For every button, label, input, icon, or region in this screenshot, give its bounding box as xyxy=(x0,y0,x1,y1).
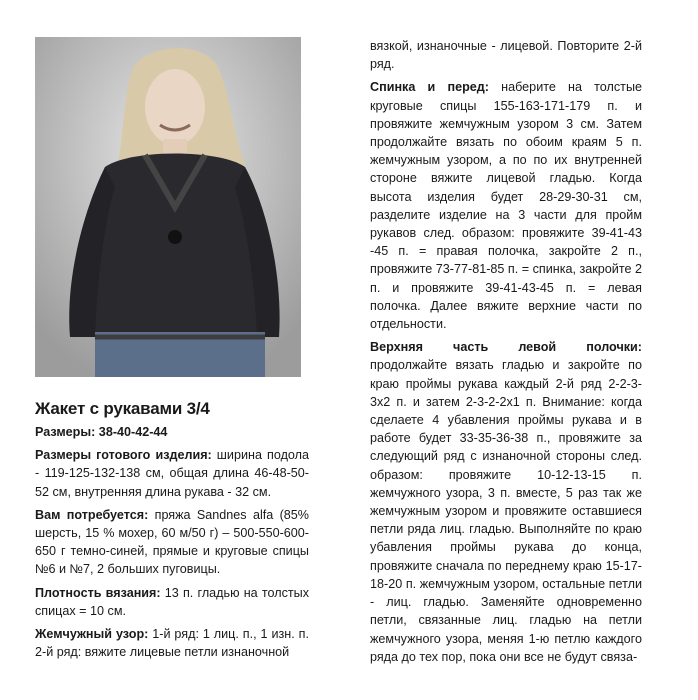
materials-text: пряжа Sandnes alfa (85% шерсть, 15 % мохер, 60 м/50 г) – 500-550-600-650 г темно-синей, прямые и круговые спицы №6 и №7, 2 больших пуговицы. xyxy=(35,507,309,577)
pattern-text: 1-й ряд: 1 лиц. п., 1 изн. п. 2-й ряд: вяжите лицевые петли изнаночной xyxy=(35,627,309,660)
gauge-label: Плотность вязания: xyxy=(35,585,161,600)
sizes-label: Размеры: xyxy=(35,425,96,439)
sizes-paragraph xyxy=(35,423,309,441)
pattern-continuation: вязкой, изнаночные - лицевой. Повторите 2-й ряд. xyxy=(370,39,642,72)
upper-left-front-text: продолжайте вязать гладью и закройте по краю проймы рукава каждый 2-й ряд 2-2-3-3x2 п. и затем 2-3-2-2x1 п. Внимание: когда сделаете 4 убавления проймы рукава и в работе будет 33-35-36-38 п., провяжите за следующий ряд с изнаночной стороны след. образом: провяжите 10-12-13-15 п. жемчужного узора, 3 п. вместе, 5 раз так же жемчужным узором и провяжите оставшиеся петли ряда лиц. гладью. Выполняйте по краю убавления проймы рукава до конца, провяжите сначала по переднему краю 15-17-18-20 п. жемчужным узором, остальные петли - лиц. гладью. Заменяйте одновременно петли, связанные лиц. гладью на петли жемчужного узора, меняя 1-ю петлю каждого ряда до тех пор, пока они все не будут связа- xyxy=(370,358,642,664)
materials-label: Вам потребуется: xyxy=(35,507,149,522)
materials-paragraph xyxy=(35,506,309,579)
finished-size-text: ширина подола - 119-125-132-138 см, общая длина 46-48-50-52 см, внутренняя длина рукава - 32 см. xyxy=(35,448,309,499)
photo-woman-in-jacket xyxy=(35,37,301,377)
gauge-text: 13 п. гладью на толстых спицах = 10 см. xyxy=(35,585,309,618)
gauge-paragraph xyxy=(35,584,309,620)
left-column xyxy=(35,398,309,666)
body-text: наберите на толстые круговые спицы 155-163-171-179 п. и провяжите жемчужным узором 3 см. Затем продолжайте вязать по обоим краям 5 п. жемчужным узором, а по по их внутренней стороне вяжите лицевой гладью. Когда высота изделия будет 28-29-30-31 см, разделите изделие на 3 части для пройм рукавов след. образом: провяжите 39-41-43 -45 п. = правая полочка, закройте 2 п., провяжите 73-77-81-85 п. = спинка, закройте 2 п. и провяжите 39-41-43-45 п. = левая полочка. Далее вяжите верхние части по отдельности. xyxy=(370,80,643,332)
photo-illustration xyxy=(35,37,301,377)
sizes-text: 38-40-42-44 xyxy=(95,425,168,439)
right-column xyxy=(370,37,642,671)
finished-size-label: Размеры готового изделия: xyxy=(35,448,212,463)
pattern-paragraph xyxy=(35,625,309,661)
body-paragraph xyxy=(370,78,642,333)
body-label: Спинка и перед: xyxy=(370,80,489,95)
upper-left-front-label: Верхняя часть левой полочки: xyxy=(370,340,642,355)
article-title: Жакет с рукавами 3/4 xyxy=(35,399,210,418)
finished-size-paragraph xyxy=(35,446,309,501)
pattern-label: Жемчужный узор: xyxy=(35,627,149,642)
upper-left-front-paragraph xyxy=(370,338,642,666)
